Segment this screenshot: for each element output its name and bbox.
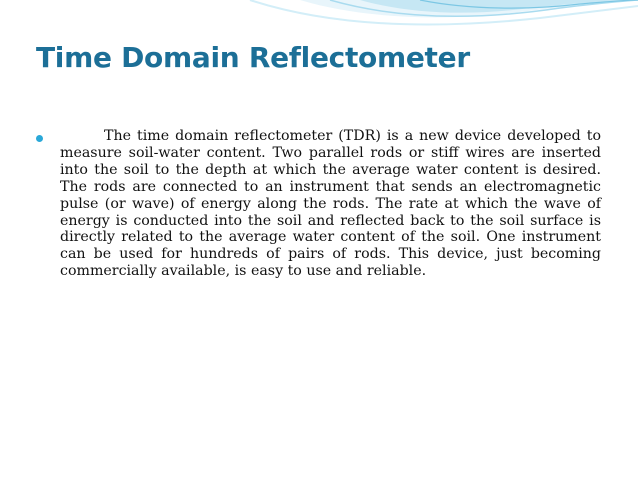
bullet-item bbox=[36, 128, 604, 280]
bullet-dot-icon bbox=[36, 135, 43, 142]
slide-title: Time Domain Reflectometer bbox=[36, 41, 470, 74]
bullet-text: The time domain reflectometer (TDR) is a new device developed to measure soil-water content. Two parallel rods or stiff wires are inserted into the soil to the depth at which the average water content is desired. The rods are connected to an instrument that sends an electromagnetic pulse (or wave) of energy along the rods. The rate at which the wave of energy is conducted into the soil and reflected back to the soil surface is directly related to the average water content of the soil. One instrument can be used for hundreds of pairs of rods. This device, just becoming commercially available, is easy to use and reliable. bbox=[60, 128, 601, 280]
